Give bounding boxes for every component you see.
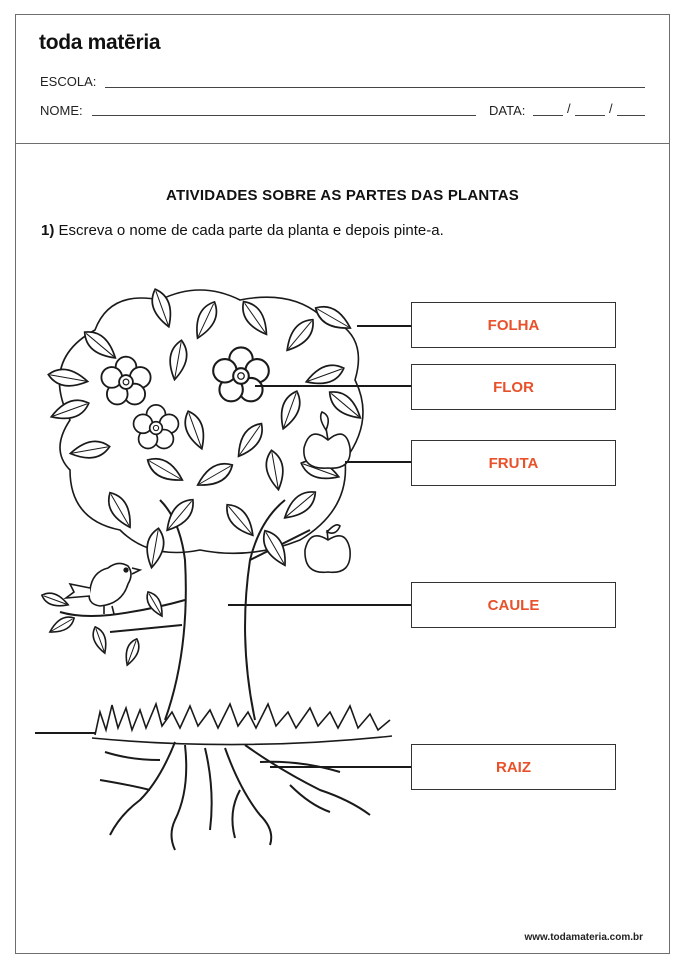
answer-box-caule[interactable]: CAULE: [411, 582, 616, 628]
school-label: ESCOLA:: [40, 74, 97, 89]
footer-url: www.todamateria.com.br: [524, 932, 643, 943]
date-label: DATA:: [489, 103, 526, 118]
answer-box-folha[interactable]: FOLHA: [411, 302, 616, 348]
answer-box-raiz[interactable]: RAIZ: [411, 744, 616, 790]
tree-roots: [100, 742, 370, 850]
bird: [66, 563, 140, 614]
grass: [92, 704, 392, 745]
name-label: NOME:: [40, 103, 83, 118]
tree-canopy: [59, 290, 363, 553]
date-separator: /: [609, 101, 613, 116]
page-title: ATIVIDADES SOBRE AS PARTES DAS PLANTAS: [166, 187, 519, 204]
answer-box-fruta[interactable]: FRUTA: [411, 440, 616, 486]
answer-box-flor[interactable]: FLOR: [411, 364, 616, 410]
date-separator: /: [567, 101, 571, 116]
question-number: 1): [41, 222, 55, 239]
question-text: Escreva o nome de cada parte da planta e depois pinte-a.: [58, 222, 444, 239]
brand-logo: toda matēria: [39, 31, 161, 54]
